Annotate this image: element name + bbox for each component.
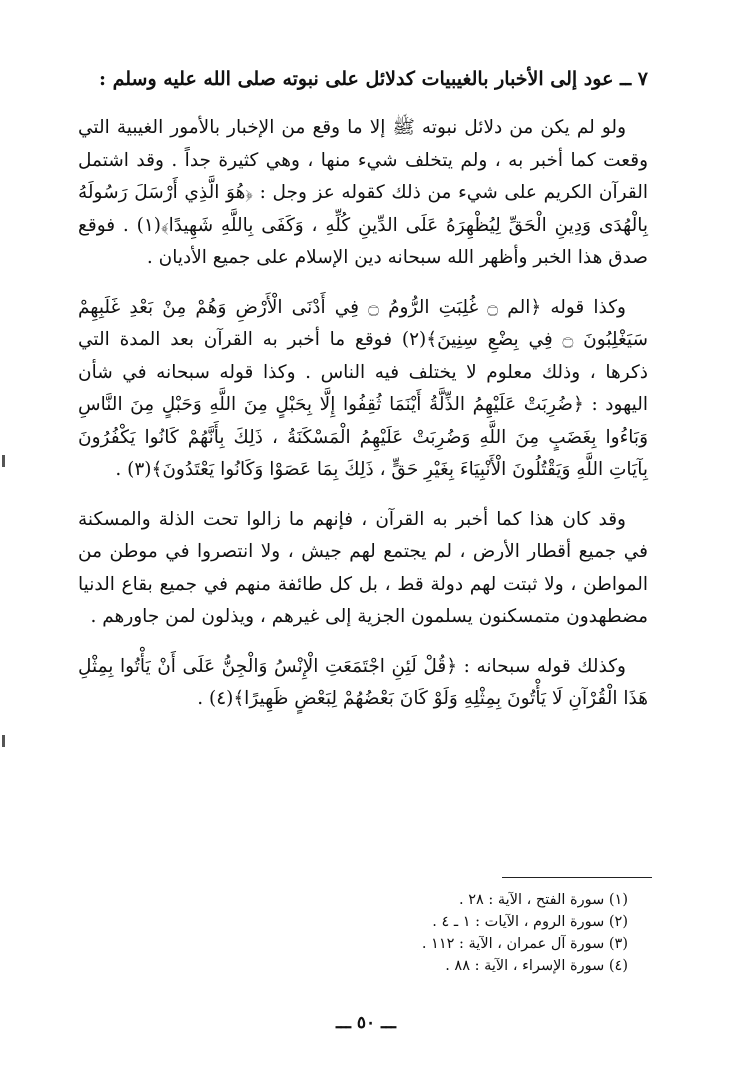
footnote-4: (٤) سورة الإسراء ، الآية : ٨٨ . [445, 958, 628, 974]
paragraph-4: وكذلك قوله سبحانه : ﴿قُلْ لَئِنِ اجْتَمَعَتِ الْإِنْسُ وَالْجِنُّ عَلَى أَنْ يَأْتُوا بِمِثْلِ هَذَا الْقُرْآنِ لَا يَأْتُونَ بِمِثْلِهِ وَلَوْ كَانَ بَعْضُهُمْ لِبَعْضٍ ظَهِيرًا﴾(٤) . [78, 655, 648, 709]
paragraph-1: ولو لم يكن من دلائل نبوته ﷺ إلا ما وقع من الإخبار بالأمور الغيبية التي وقعت كما أخبر به ، ولم يتخلف شيء منها ، وهي كثيرة جداً . وقد اشتمل القرآن الكريم على شيء من ذلك كقوله عز وجل : ﴿هُوَ الَّذِي أَرْسَلَ رَسُولَهُ بِالْهُدَى وَدِينِ الْحَقِّ لِيُظْهِرَهُ عَلَى الدِّينِ كُلِّهِ ، وَكَفَى بِاللَّهِ شَهِيدًا﴾(١) . فوقع صدق هذا الخبر وأظهر الله سبحانه دين الإسلام على جميع الأديان . [78, 117, 649, 268]
scan-margin-mark [2, 735, 5, 747]
footnote-2: (٢) سورة الروم ، الآيات : ١ ـ ٤ . [432, 914, 628, 930]
footnotes [422, 889, 628, 977]
paragraph-3: وقد كان هذا كما أخبر به القرآن ، فإنهم ما زالوا تحت الذلة والمسكنة في جميع أقطار الأرض ، لم يجتمع لهم جيش ، ولا انتصروا في موطن من المواطن ، ولا ثبتت لهم دولة قط ، بل كل طائفة منهم في جميع بقاع الدنيا مضطهدون متمسكنون يسلمون الجزية إلى غيرهم ، ويذلون لمن جاورهم . [78, 508, 648, 627]
footnote-divider [502, 877, 652, 878]
page-body [78, 64, 648, 733]
page-number: ـــ ٥٠ ـــ [335, 1013, 396, 1033]
scan-margin-mark [2, 455, 5, 467]
footnote-1: (١) سورة الفتح ، الآية : ٢٨ . [458, 892, 628, 908]
footnote-3: (٣) سورة آل عمران ، الآية : ١١٢ . [421, 936, 628, 952]
section-heading: ٧ ــ عود إلى الأخبار بالغيبيات كدلائل على نبوته صلى الله عليه وسلم : [98, 68, 648, 90]
paragraph-2: وكذا قوله ﴿الم ۝ غُلِبَتِ الرُّومُ ۝ فِي أَدْنَى الْأَرْضِ وَهُمْ مِنْ بَعْدِ غَلَبِهِمْ سَيَغْلِبُونَ ۝ فِي بِضْعِ سِنِينَ﴾(٢) فوقع ما أخبر به القرآن بعد المدة التي ذكرها ، وذلك معلوم لا يختلف فيه الناس . وكذا قوله سبحانه في شأن اليهود : ﴿ضُرِبَتْ عَلَيْهِمُ الذِّلَّةُ أَيْنَمَا ثُقِفُوا إِلَّا بِحَبْلٍ مِنَ اللَّهِ وَحَبْلٍ مِنَ النَّاسِ وَبَاءُوا بِغَضَبٍ مِنَ اللَّهِ وَضُرِبَتْ عَلَيْهِمُ الْمَسْكَنَةُ ، ذَلِكَ بِأَنَّهُمْ كَانُوا يَكْفُرُونَ بِآيَاتِ اللَّهِ وَيَقْتُلُونَ الْأَنْبِيَاءَ بِغَيْرِ حَقٍّ ، ذَلِكَ بِمَا عَصَوْا وَكَانُوا يَعْتَدُونَ﴾(٣) . [78, 296, 648, 480]
